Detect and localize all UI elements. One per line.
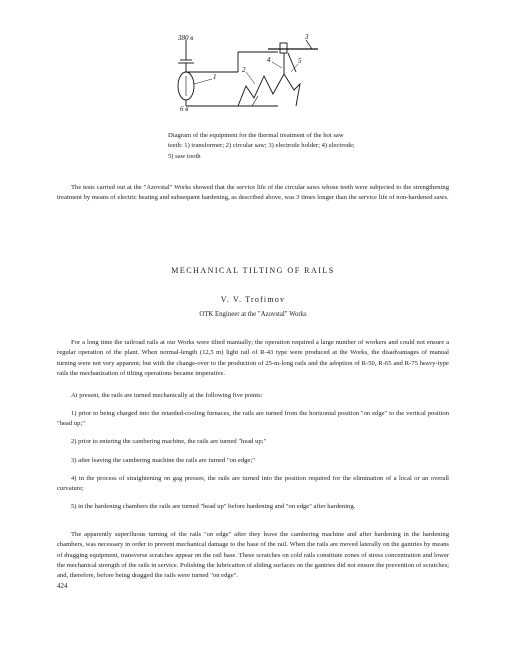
paragraph-7: 5) in the hardening chambers the rails are turned "head up" before hardening and "on edge" after hardening.	[71, 503, 356, 510]
voltage-bottom-label: 6 в	[180, 105, 189, 113]
label-5: 5	[298, 57, 302, 65]
label-2: 2	[242, 66, 246, 74]
article-author: V. V. Trofimov	[220, 295, 286, 304]
paragraph-1: For a long time the railroad rails at our Works were tilted manually; the operation required a large number of workers and could not ensure a regular operation of the plant. When normal-length (12,5 m) light rail of R-43 type were produced at the Works, the disadvantages of manual turning were not very apparent; but with the change-over to the production of 25-m-long rails and the adoption of R-50, R-65 and R-75 heavy-type rails the mechanization of tilting operations became imperative.	[57, 339, 449, 377]
equipment-diagram	[160, 32, 330, 137]
author-affiliation: OTK Engineer at the "Azovstal" Works	[199, 311, 307, 318]
figure-caption: Diagram of the equipment for the thermal treatment of the hot saw teeth: 1) transformer; 2) circular saw; 3) electrode holder; 4) electrode; 5) saw tooth	[168, 132, 355, 160]
diagram-svg	[160, 32, 330, 137]
label-1: 1	[213, 73, 217, 81]
paragraph-4: 2) prior to entering the cambering machine, the rails are turned "head up;"	[71, 438, 267, 445]
voltage-top-label: 380 в	[178, 34, 194, 42]
paragraph-8: The apparently superfluous turning of the rails "on edge" after they leave the cambering machine and after hardening in the hardening chambers, was necessary in order to prevent mechanical damage to the base of the rail. When the rails are moved laterally on the gantries by means of dragging equipment, transverse scratches appear on the rail base. These scratches on cold rails constitute zones of stress concentration and lower the mechanical strength of the rails in service. Polishing the lubrication of sliding surfaces on the gantries did not ensure the prevention of scratches; and, therefore, before being dragged the rails were turned "on edge".	[57, 531, 449, 580]
page-number: 424	[57, 582, 68, 590]
paragraph-5: 3) after leaving the cambering machine the rails are turned "on edge;"	[71, 457, 255, 464]
article-title: MECHANICAL TILTING OF RAILS	[171, 266, 335, 275]
paragraph-2: At present, the rails are turned mechanically at the following five points:	[71, 392, 263, 399]
label-3: 3	[305, 33, 309, 41]
label-4: 4	[267, 56, 271, 64]
paragraph-3: 1) prior to being charged into the retarded-cooling furnaces, the rails are turned from the horizontal position "on edge" to the vertical position "head up;"	[57, 410, 449, 428]
paragraph-6: 4) in the process of straightening on gag presses, the rails are turned into the position required for the elimination of a local or an overall curvature;	[57, 475, 449, 493]
paragraph-tests: The tests carried out at the "Azovstal" Works showed that the service life of the circular saws whose teeth were subjected to the strengthening treatment by means of electric heating and subsequent hardening, as described above, was 3 times longer than the service life of non-hardened saws.	[57, 184, 449, 202]
